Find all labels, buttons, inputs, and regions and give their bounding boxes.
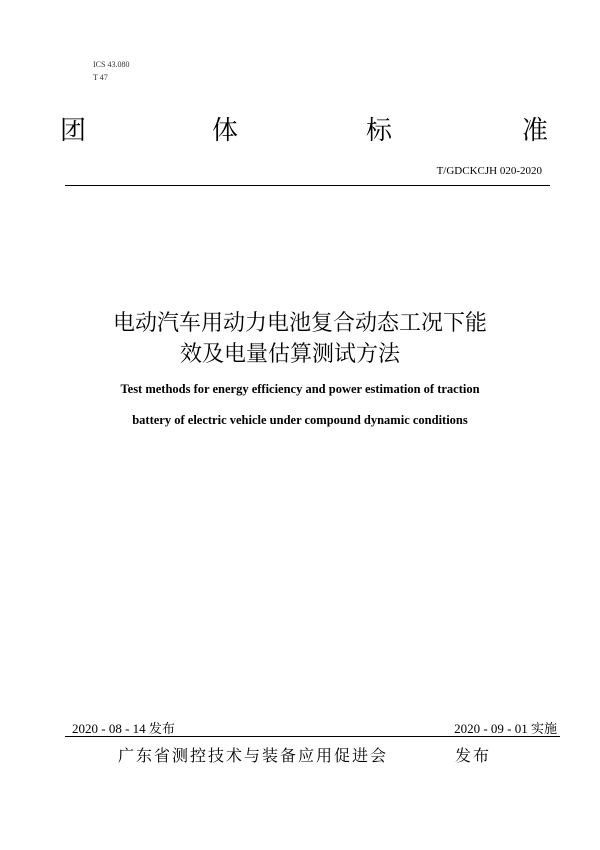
publish-label: 发布 [455,746,492,765]
standard-type-char: 准 [522,116,549,146]
title-chinese-line-2: 效及电量估算测试方法 [179,342,400,367]
standard-type-char: 体 [212,116,239,146]
standard-type-heading [60,116,552,146]
release-date: 2020 - 08 - 14 发布 [72,721,175,736]
publisher-name: 广东省测控技术与装备应用促进会 [118,746,389,765]
title-english-line-1: Test methods for energy efficiency and power estimation of traction [120,382,480,396]
header-divider [65,185,550,186]
ics-code: ICS 43.080 [93,60,130,69]
implementation-date: 2020 - 09 - 01 实施 [454,721,557,736]
standard-type-char: 团 [60,116,87,146]
ccs-code: T 47 [93,73,108,82]
title-chinese-line-1: 电动汽车用动力电池复合动态工况下能 [112,311,487,336]
classification-codes [93,58,129,84]
title-english-line-2: battery of electric vehicle under compound dynamic conditions [132,413,468,427]
standard-type-char: 标 [366,116,393,146]
standard-number: T/GDCKCJH 020-2020 [436,165,542,177]
footer-divider [65,736,560,737]
